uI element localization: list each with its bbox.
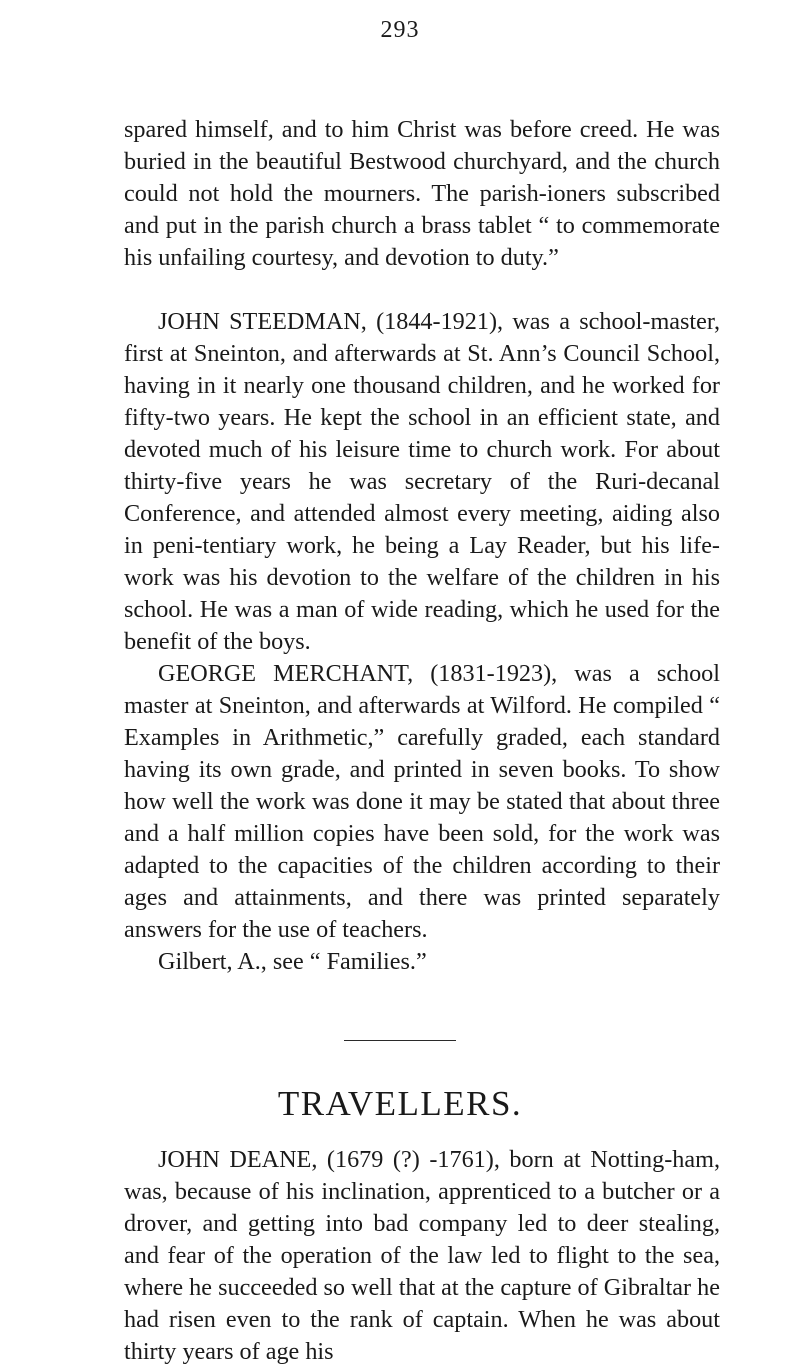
paragraph-text: spared himself, and to him Christ was before creed. He was buried in the beautiful Bestwood churchyard, and the church could not hold the mourners. The parish-ioners subscribed and put in the parish church a brass tablet “ to commemorate his unfailing courtesy, and devotion to duty.” [124, 116, 720, 271]
entry-john-steedman [124, 306, 720, 658]
paragraph-text: Gilbert, A., see “ Families.” [158, 948, 427, 975]
paragraph-text: JOHN STEEDMAN, (1844-1921), was a school-master, first at Sneinton, and afterwards at St. Ann’s Council School, having in it nearly one thousand children, and he worked for fifty-two years. He kept the school in an efficient state, and devoted much of his leisure time to church work. For about thirty-five years he was secretary of the Ruri-decanal Conference, and attended almost every meeting, aiding also in peni-tentiary work, he being a Lay Reader, but his life-work was his devotion to the welfare of the children in his school. He was a man of wide reading, which he used for the benefit of the boys. [124, 308, 720, 655]
paragraph-text: JOHN DEANE, (1679 (?) -1761), born at Notting-ham, was, because of his inclination, apprenticed to a butcher or a drover, and getting into bad company led to deer stealing, and fear of the operation of the law led to flight to the sea, where he succeeded so well that at the capture of Gibraltar he had risen even to the rank of captain. When he was about thirty years of age his [124, 1146, 720, 1365]
entry-gilbert-cross-reference [124, 946, 720, 978]
entry-john-deane [124, 1144, 720, 1368]
section-heading: TRAVELLERS. [277, 1084, 523, 1123]
entry-george-merchant [124, 658, 720, 946]
page-number: 293 [380, 17, 420, 43]
paragraph-text: GEORGE MERCHANT, (1831-1923), was a school master at Sneinton, and afterwards at Wilford. He compiled “ Examples in Arithmetic,” carefully graded, each standard having its own grade, and printed in seven books. To show how well the work was done it may be stated that about three and a half million copies have been sold, for the work was adapted to the capacities of the children according to their ages and attainments, and there was printed separately answers for the use of teachers. [124, 660, 720, 943]
paragraph-continuation [124, 114, 720, 274]
section-divider-rule [344, 1040, 456, 1041]
